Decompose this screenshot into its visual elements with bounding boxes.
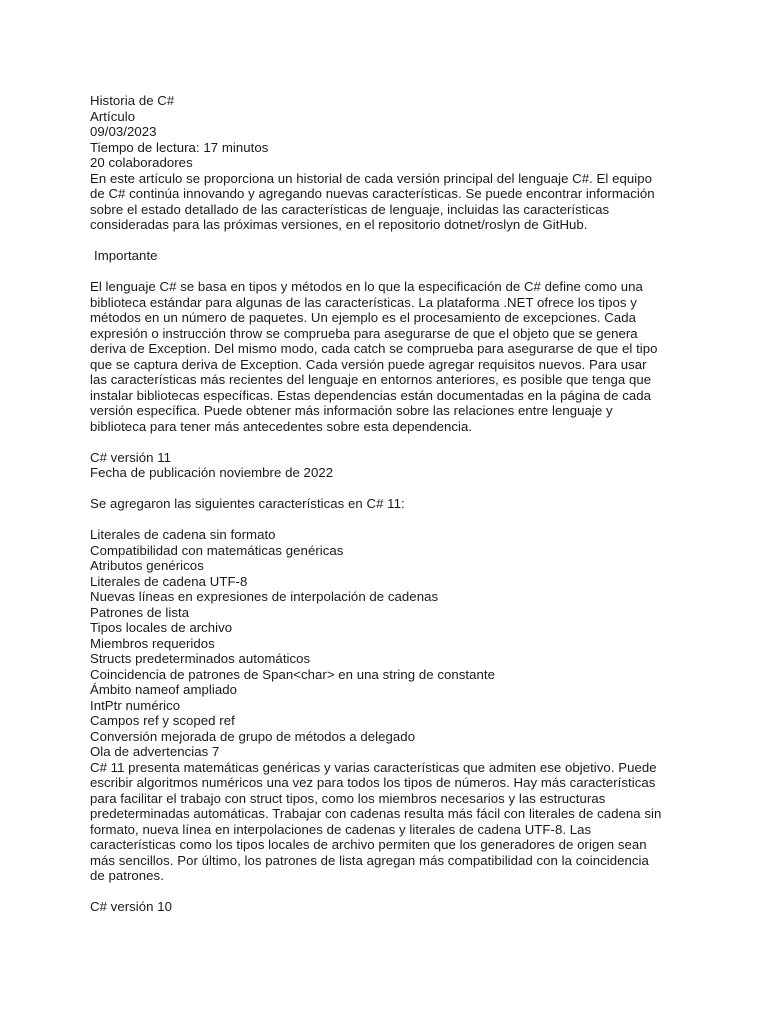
feature-item: Coincidencia de patrones de Span<char> en una string de constante (90, 666, 496, 682)
feature-item: Miembros requeridos (90, 635, 215, 651)
important-label: Importante (94, 248, 158, 263)
spacer (90, 434, 670, 450)
feature-item: Structs predeterminados automáticos (90, 651, 311, 666)
article-title: Historia de C# (90, 93, 175, 108)
feature-item: Patrones de lista (90, 604, 190, 620)
feature-item: Tipos locales de archivo (90, 620, 233, 635)
feature-item: Ola de advertencias 7 (90, 744, 220, 759)
contributors-count: 20 colaboradores (90, 155, 193, 170)
important-paragraph: El lenguaje C# se basa en tipos y métodos en lo que la especificación de C# define como una biblioteca estándar para algunas de las características. La plataforma .NET ofrece los tipos y métodos en un número de paquetes. Un ejemplo es el procesamiento de excepciones. Cada expresión o instrucción throw se comprueba para asegurarse de que el objeto que se genera deriva de Exception. Del mismo modo, cada catch se comprueba para asegurarse de que el tipo que se captura deriva de Exception. Cada versión puede agregar requisitos nuevos. Para usar las características más recientes del lenguaje en entornos anteriores, es posible que tenga que instalar bibliotecas específicas. Estas dependencias están documentadas en la página de cada versión específica. Puede obtener más información sobre las relaciones entre lenguaje y biblioteca para tener más antecedentes sobre esta dependencia. (90, 279, 658, 434)
spacer (90, 233, 670, 249)
release-date-v11: Fecha de publicación noviembre de 2022 (90, 465, 334, 480)
feature-item: Literales de cadena UTF-8 (90, 573, 248, 589)
section-heading-v10: C# versión 10 (90, 899, 173, 914)
spacer (90, 264, 670, 280)
feature-item: IntPtr numérico (90, 697, 181, 713)
features-intro-v11: Se agregaron las siguientes características en C# 11: (90, 496, 405, 511)
feature-item: Campos ref y scoped ref (90, 713, 235, 728)
section-heading-v11: C# versión 11 (90, 449, 172, 465)
feature-item: Literales de cadena sin formato (90, 527, 276, 542)
spacer (90, 481, 670, 497)
feature-item: Ámbito nameof ampliado (90, 682, 237, 697)
article-date: 09/03/2023 (90, 124, 157, 139)
article-type: Artículo (90, 108, 136, 124)
summary-paragraph-v11: C# 11 presenta matemáticas genéricas y varias características que admiten ese objetivo. Puede escribir algoritmos numéricos una vez para todos los tipos de números. Hay más características para facilitar el trabajo con struct tipos, como los miembros necesarios y las estructuras predeterminadas automáticas. Trabajar con cadenas resulta más fácil con literales de cadena sin formato, nueva línea en interpolaciones de cadenas y literales de cadena UTF-8. Las características como los tipos locales de archivo permiten que los generadores de origen sean más sencillos. Por último, los patrones de lista agregan más compatibilidad con la coincidencia de patrones. (90, 759, 662, 883)
feature-item: Nuevas líneas en expresiones de interpolación de cadenas (90, 589, 439, 604)
feature-item: Conversión mejorada de grupo de métodos a delegado (90, 728, 416, 744)
spacer (90, 884, 670, 900)
intro-paragraph: En este artículo se proporciona un historial de cada versión principal del lenguaje C#. El equipo de C# continúa innovando y agregando nuevas características. Se puede encontrar información sobre el estado detallado de las características de lenguaje, incluidas las características consideradas para las próximas versiones, en el repositorio dotnet/roslyn de GitHub. (90, 170, 655, 232)
reading-time: Tiempo de lectura: 17 minutos (90, 139, 269, 155)
feature-item: Atributos genéricos (90, 558, 204, 573)
document-page (90, 93, 670, 915)
feature-item: Compatibilidad con matemáticas genéricas (90, 542, 344, 558)
spacer (90, 512, 670, 528)
